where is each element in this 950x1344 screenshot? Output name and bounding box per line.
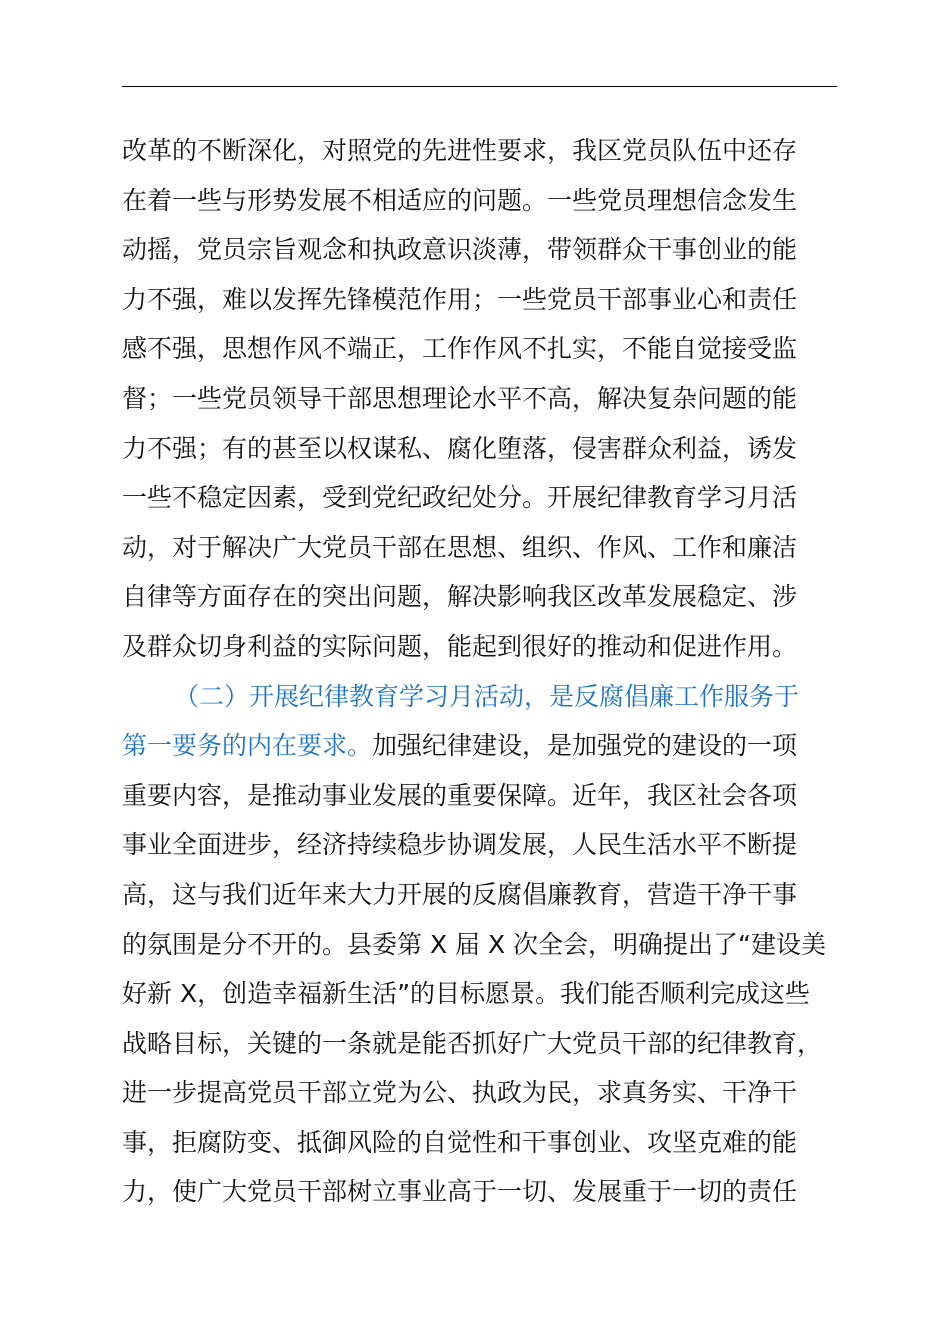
- text-line: 力不强；有的甚至以权谋私、腐化堕落，侵害群众利益，诱发: [122, 433, 798, 463]
- text-line: 一些不稳定因素，受到党纪政纪处分。开展纪律教育学习月活: [122, 483, 798, 513]
- text-line: 高，这与我们近年来大力开展的反腐倡廉教育，营造干净干事: [122, 879, 798, 909]
- paragraph-2: [122, 672, 837, 1218]
- text-line: 督；一些党员领导干部思想理论水平不高，解决复杂问题的能: [122, 383, 798, 413]
- body-text: [122, 126, 837, 1217]
- text-line: 的氛围是分不开的。县委第 X 届 X 次全会，明确提出了“建设美: [122, 929, 826, 959]
- text-line: 事，拒腐防变、抵御风险的自觉性和干事创业、攻坚克难的能: [122, 1127, 798, 1157]
- text-line: 在着一些与形势发展不相适应的问题。一些党员理想信念发生: [122, 185, 798, 215]
- text-line: [122, 721, 837, 771]
- text-line: 动，对于解决广大党员干部在思想、组织、作风、工作和廉洁: [122, 532, 798, 562]
- text-line: 战略目标，关键的一条就是能否抓好广大党员干部的纪律教育，: [122, 1028, 823, 1058]
- text-line: 感不强，思想作风不端正，工作作风不扎实，不能自觉接受监: [122, 334, 798, 364]
- text-span: 加强纪律建设，是加强党的建设的一项: [372, 731, 798, 761]
- text-line: 及群众切身利益的实际问题，能起到很好的推动和促进作用。: [122, 631, 798, 661]
- text-line: 事业全面进步，经济持续稳步协调发展，人民生活水平不断提: [122, 830, 798, 860]
- text-line: 进一步提高党员干部立党为公、执政为民，求真务实、干净干: [122, 1078, 798, 1108]
- section-heading: （二）开展纪律教育学习月活动，是反腐倡廉工作服务于: [174, 681, 800, 711]
- text-line: 动摇，党员宗旨观念和执政意识淡薄，带领群众干事创业的能: [122, 235, 798, 265]
- section-heading-continued: 第一要务的内在要求。: [122, 731, 373, 761]
- text-line: 重要内容，是推动事业发展的重要保障。近年，我区社会各项: [122, 780, 798, 810]
- section-heading-line: [122, 672, 837, 722]
- text-line: 好新 X，创造幸福新生活”的目标愿景。我们能否顺利完成这些: [122, 979, 811, 1009]
- header-rule: [122, 86, 837, 87]
- text-line: 力，使广大党员干部树立事业高于一切、发展重于一切的责任: [122, 1177, 798, 1207]
- text-line: 改革的不断深化，对照党的先进性要求，我区党员队伍中还存: [122, 136, 798, 165]
- text-line: 自律等方面存在的突出问题，解决影响我区改革发展稳定、涉: [122, 582, 798, 612]
- text-line: 力不强，难以发挥先锋模范作用；一些党员干部事业心和责任: [122, 284, 798, 314]
- paragraph-1: [122, 126, 837, 672]
